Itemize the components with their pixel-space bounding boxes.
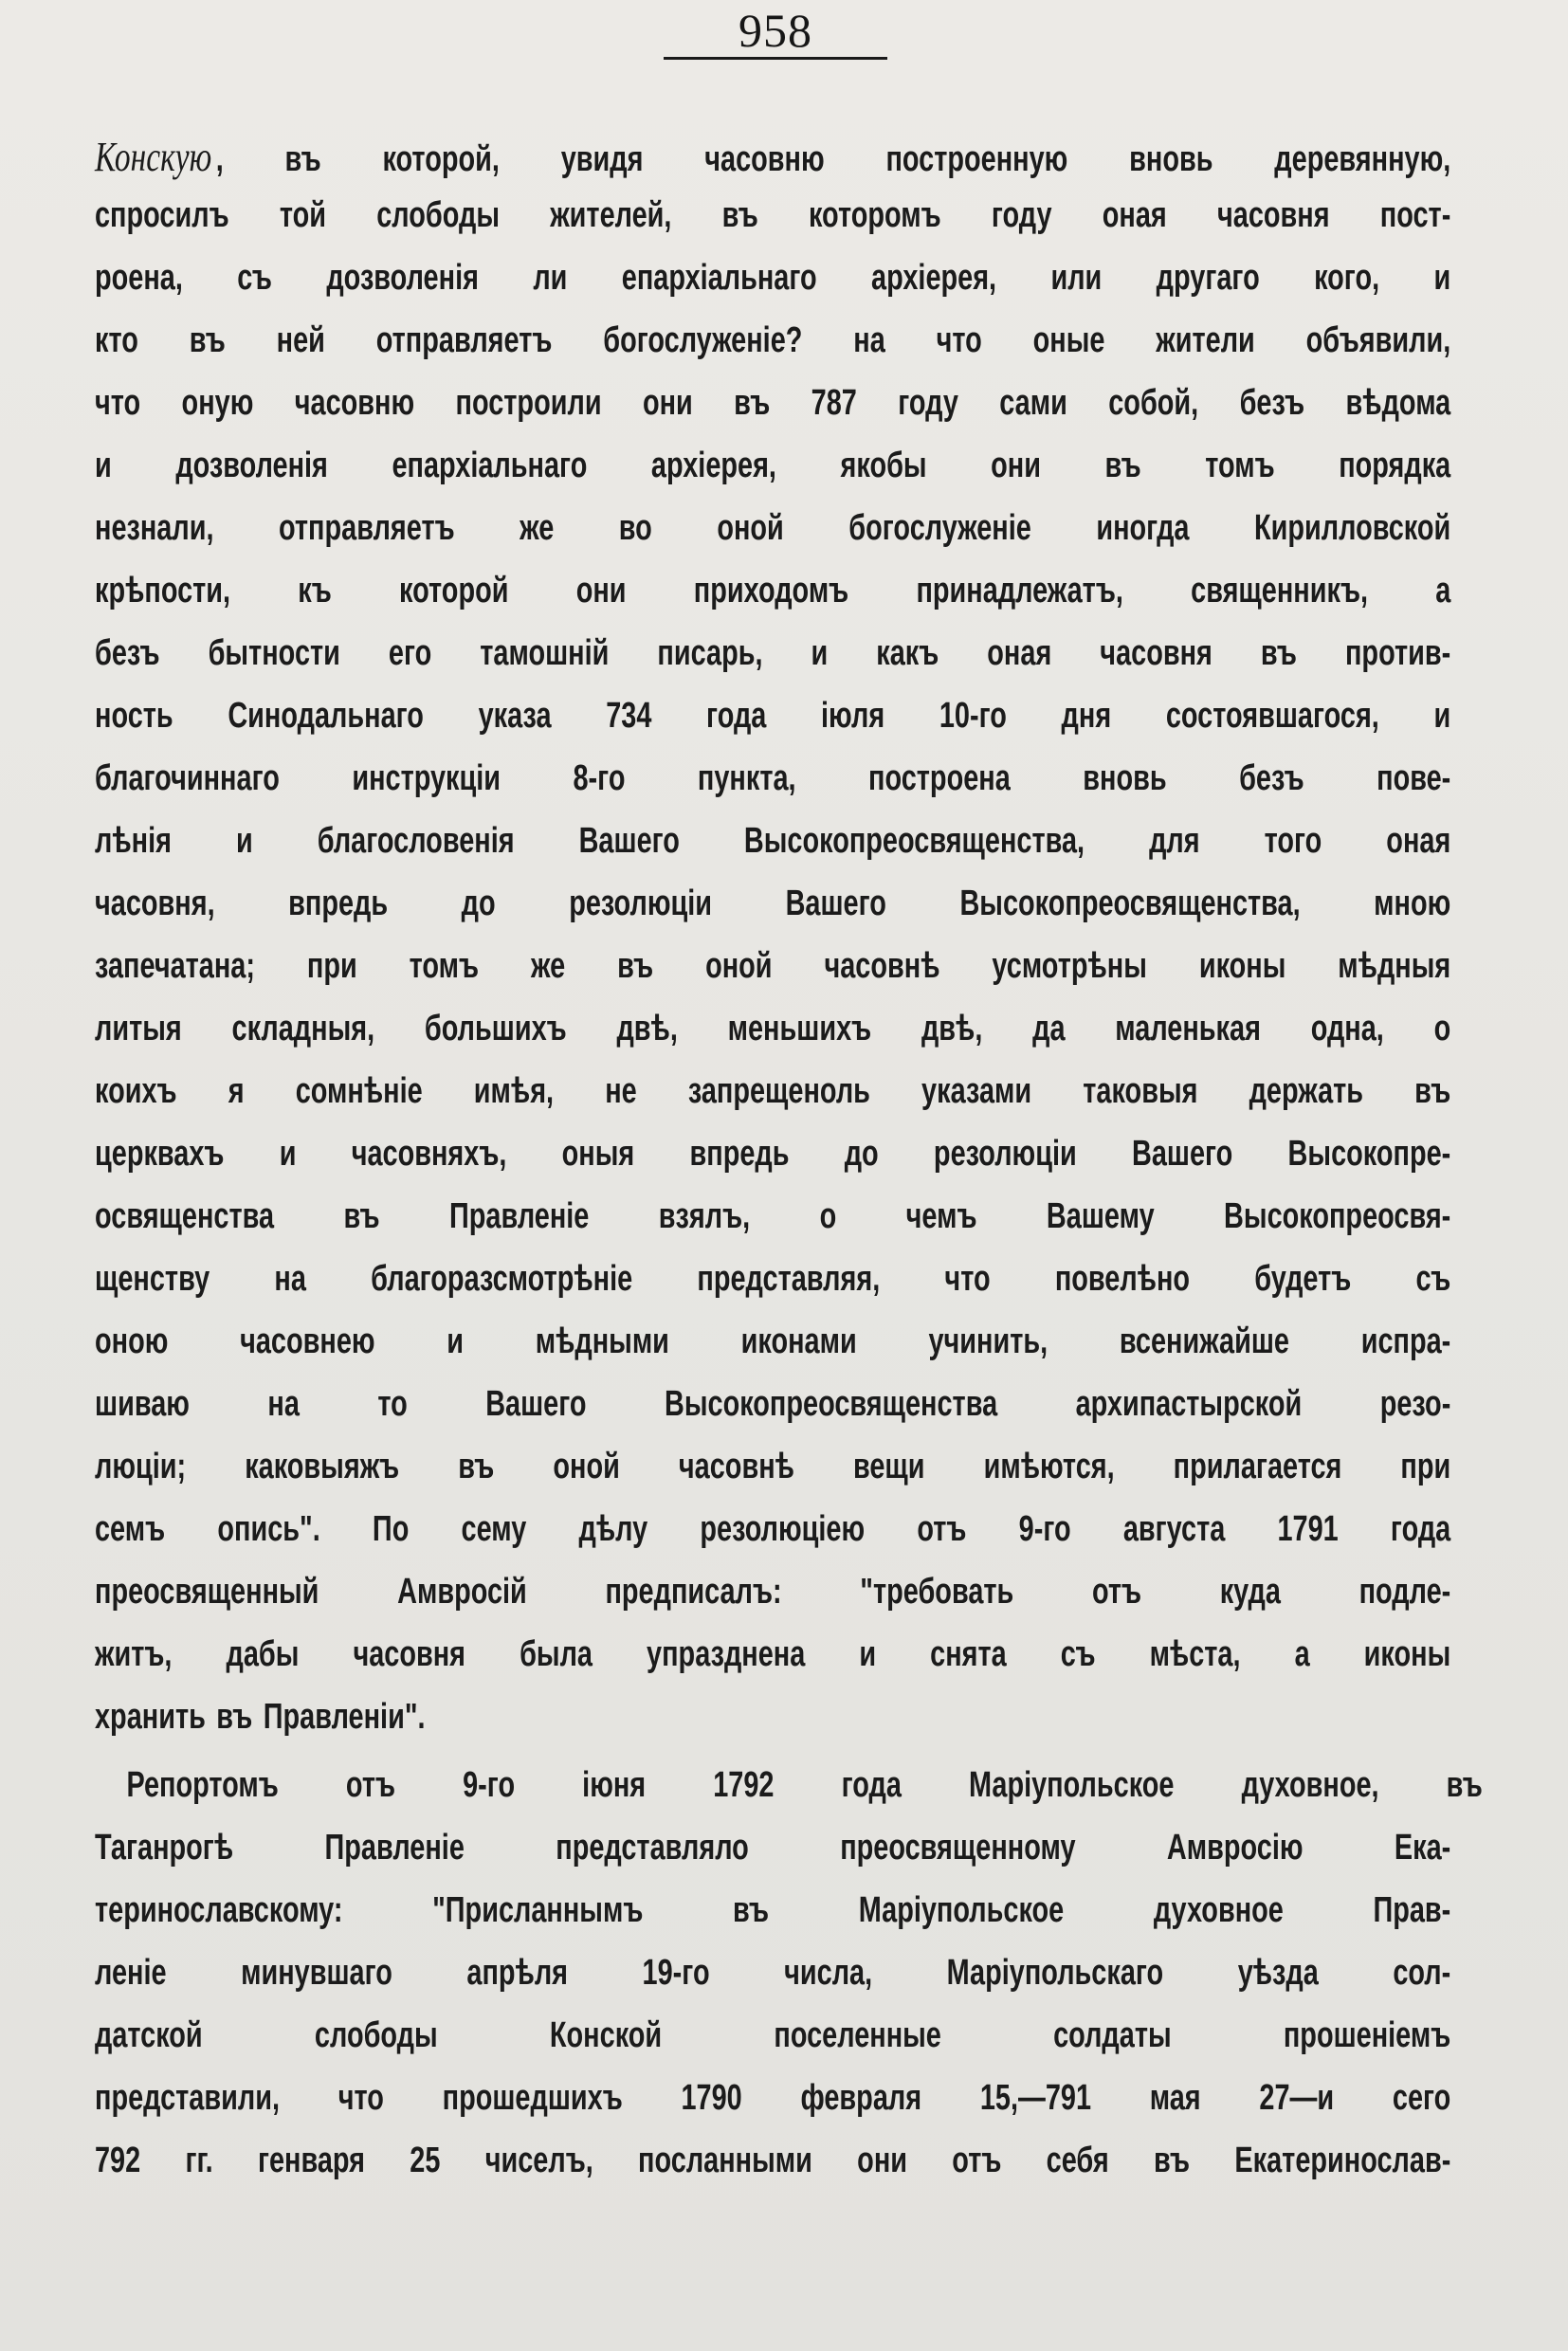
text-line: житъ, дабы часовня была упразднена и снята съ мѣста, а иконы — [95, 1634, 1451, 1674]
text-line: леніе минувшаго апрѣля 19-го числа, Маріупольскаго уѣзда сол- — [95, 1953, 1451, 1993]
text-line: роена, съ дозволенія ли епархіальнаго архіерея, или другаго кого, и — [95, 258, 1451, 298]
text-line: Таганрогѣ Правленіе представляло преосвященному Амвросію Ека- — [95, 1828, 1451, 1868]
text-line: оною часовнею и мѣдными иконами учинить, всенижайше испра- — [95, 1321, 1451, 1361]
text-line: преосвященный Амвросій предписалъ: "требовать отъ куда подле- — [95, 1572, 1451, 1612]
text-line: часовня, впредь до резолюціи Вашего Высокопреосвященства, мною — [95, 884, 1451, 923]
text-line: ность Синодальнаго указа 734 года іюля 10-го дня состоявшагося, и — [95, 696, 1451, 736]
text-line: освященства въ Правленіе взялъ, о чемъ Вашему Высокопреосвя- — [95, 1196, 1451, 1236]
text-line: шиваю на то Вашего Высокопреосвященства архипастырской резо- — [95, 1384, 1451, 1424]
text-line: хранить въ Правленіи". — [95, 1697, 426, 1737]
header-rule — [664, 57, 887, 60]
paragraph — [95, 133, 1450, 1759]
page-number: 958 — [738, 4, 812, 57]
text-line: кто въ ней отправляетъ богослуженіе? на что оные жители объявили, — [95, 320, 1451, 360]
text-line: 792 гг. генваря 25 чиселъ, посланными они отъ себя въ Екатеринослав- — [95, 2141, 1451, 2180]
body-text — [95, 133, 1483, 2203]
text-line: незнали, отправляетъ же во оной богослуженіе иногда Кирилловской — [95, 508, 1451, 548]
text-line: Конскую , въ которой, увидя часовню построенную вновь деревянную, — [95, 134, 1451, 180]
paragraph — [95, 1765, 1483, 2203]
text-line: датской слободы Конской поселенные солдаты прошеніемъ — [95, 2015, 1451, 2055]
text-line: теринославскому: "Присланнымъ въ Маріупольское духовное Прав- — [95, 1890, 1451, 1930]
text-line: что оную часовню построили они въ 787 году сами собой, безъ вѣдома — [95, 383, 1451, 423]
text-line: благочиннаго инструкціи 8-го пункта, построена вновь безъ пове- — [95, 758, 1451, 798]
text-line: семъ опись". По сему дѣлу резолюціею отъ 9-го августа 1791 года — [95, 1509, 1451, 1549]
text-line: и дозволенія епархіальнаго архіерея, якобы они въ томъ порядка — [95, 446, 1451, 485]
text-line: безъ бытности его тамошній писарь, и какъ оная часовня въ против- — [95, 633, 1451, 673]
text-line: Репортомъ отъ 9-го іюня 1792 года Маріупольское духовное, въ — [126, 1765, 1483, 1805]
text-line: лѣнія и благословенія Вашего Высокопреосвященства, для того оная — [95, 821, 1451, 861]
text-line: коихъ я сомнѣніе имѣя, не запрещеноль указами таковыя держать въ — [95, 1071, 1451, 1111]
text-line: щенству на благоразсмотрѣніе представляя, что повелѣно будетъ съ — [95, 1259, 1451, 1299]
text-line: люціи; каковыяжъ въ оной часовнѣ вещи имѣются, прилагается при — [95, 1447, 1451, 1486]
text-line: церквахъ и часовняхъ, оныя впредь до резолюціи Вашего Высокопре- — [95, 1134, 1451, 1174]
text-line: спросилъ той слободы жителей, въ которомъ году оная часовня пост- — [95, 195, 1451, 235]
text-line: запечатана; при томъ же въ оной часовнѣ усмотрѣны иконы мѣдныя — [95, 946, 1451, 986]
text-line: литыя складныя, большихъ двѣ, меньшихъ двѣ, да маленькая одна, о — [95, 1009, 1451, 1048]
text-line: крѣпости, къ которой они приходомъ принадлежатъ, священникъ, а — [95, 571, 1451, 611]
text-line: представили, что прошедшихъ 1790 февраля 15,—791 мая 27—и сего — [95, 2078, 1451, 2118]
